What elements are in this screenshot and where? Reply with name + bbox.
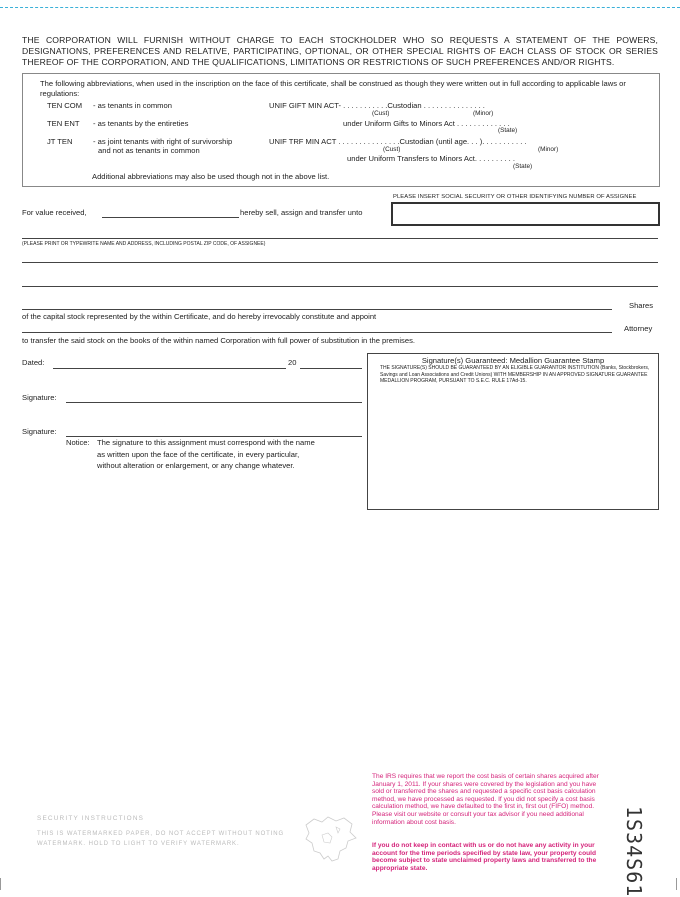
signature-line-1[interactable] [66,402,362,403]
ten-ent-desc: - as tenants by the entireties [93,119,189,128]
ssn-input-box[interactable] [391,202,660,226]
shares-label: Shares [629,301,654,310]
gift-under-line: under Uniform Gifts to Minors Act . . . . . . . . . . . . . [343,119,510,128]
crop-mark-right [668,878,677,890]
print-name-note: (PLEASE PRINT OR TYPEWRITE NAME AND ADDRESS, INCLUDING POSTAL ZIP CODE, OF ASSIGNEE) [22,241,266,247]
dated-label: Dated: [22,358,45,367]
capital-stock-text: of the capital stock represented by the within Certificate, and do hereby irrevocably constitute and appoint [22,312,377,321]
trf-minor-label: (Minor) [538,146,559,153]
gift-minor-label: (Minor) [473,110,494,117]
notice-line-3: without alteration or enlargement, or any change whatever. [97,461,295,470]
trf-cust-label: (Cust) [383,146,401,153]
year-prefix: 20 [288,358,297,367]
corporation-notice: THE CORPORATION WILL FURNISH WITHOUT CHARGE TO EACH STOCKHOLDER WHO SO REQUESTS A STATEMENT OF THE POWERS, DESIGNATIONS, PREFERENCES AND RELATIVE, PARTICIPATING, OPTIONAL, OR OTHER SPECIAL RIGHTS OF EACH CLASS OF STOCK OR SERIES THEREOF OF THE CORPORATION, AND THE QUALIFICATIONS, LIMITATIONS OR RESTRICTIONS OF SUCH PREFERENCES AND/OR RIGHTS. [22,35,658,67]
unclaimed-property-notice: If you do not keep in contact with us or do not have any activity in your account for the time periods specified by state law, your property could become subject to state unclaimed property laws and transferred to the appropriate state. [372,842,597,872]
abbreviations-footer: Additional abbreviations may also be used though not in the above list. [92,172,330,181]
attorney-line[interactable] [22,332,612,333]
notice-line-1: The signature to this assignment must correspond with the name [97,438,315,447]
unif-trf-line: UNIF TRF MIN ACT . . . . . . . . . . . . . . .Custodian (until age. . . ). . . . . . . . . . . [269,137,527,146]
trf-under-line: under Uniform Transfers to Minors Act. . . . . . . . . . [347,154,515,163]
top-perforation-line [0,7,680,8]
signature-label-1: Signature: [22,393,57,402]
abbreviations-box [22,73,660,187]
north-america-map-icon [300,815,360,867]
trf-state-label: (State) [513,163,533,170]
security-title: SECURITY INSTRUCTIONS [37,815,145,822]
medallion-guarantee-box[interactable] [367,353,659,510]
guarantee-text: THE SIGNATURE(S) SHOULD BE GUARANTEED BY AN ELIGIBLE GUARANTOR INSTITUTION (Banks, Stockbrokers, Savings and Loan Associations and Credit Unions) WITH MEMBERSHIP IN AN APPROVED SIGNATURE GUARANTEE MEDALLION PROGRAM, PURSUANT TO S.E.C. RULE 17Ad-15. [380,365,650,385]
jt-ten-desc-2: and not as tenants in common [98,146,200,155]
unif-gift-line: UNIF GIFT MIN ACT- . . . . . . . . . . .Custodian . . . . . . . . . . . . . . . [269,101,485,110]
attorney-label: Attorney [624,324,653,333]
dated-line[interactable] [53,368,286,369]
jt-ten-desc-1: - as joint tenants with right of survivorship [93,137,233,146]
ten-com-code: TEN COM [47,101,83,110]
irs-cost-basis-notice: The IRS requires that we report the cost basis of certain shares acquired after January 1, 2011. If your shares were covered by the legislation and you have sold or transferred the shares and requested a specific cost basis calculation method, we have processed as requested. If you did not specify a cost basis calculation method, we have defaulted to the first in, first out (FIFO) method. Please visit our website or consult your tax advisor if you need additional information about cost basis. [372,773,599,826]
assignee-name-line[interactable] [22,238,658,239]
notice-label: Notice: [66,438,90,447]
jt-ten-code: JT TEN [47,137,73,146]
value-received-line[interactable] [102,217,239,218]
ssn-label: PLEASE INSERT SOCIAL SECURITY OR OTHER IDENTIFYING NUMBER OF ASSIGNEE [393,194,637,200]
gift-cust-label: (Cust) [372,110,390,117]
transfer-text: to transfer the said stock on the books of the within named Corporation with full power of substitution in the premises. [22,336,415,345]
abbreviations-header: The following abbreviations, when used in the inscription on the face of this certificate, shall be construed as though they were written out in full according to applicable laws or regulations: [40,79,626,98]
signature-label-2: Signature: [22,427,57,436]
crop-mark-left [0,878,9,890]
year-line[interactable] [300,368,362,369]
gift-state-label: (State) [498,127,518,134]
notice-line-2: as written upon the face of the certificate, in every particular, [97,450,300,459]
assignee-address-line-1[interactable] [22,262,658,263]
security-text: THIS IS WATERMARKED PAPER, DO NOT ACCEPT WITHOUT NOTING WATERMARK. HOLD TO LIGHT TO VERIFY WATERMARK. [37,831,285,847]
ten-com-desc: - as tenants in common [93,101,172,110]
ten-ent-code: TEN ENT [47,119,80,128]
value-received-label: For value received, [22,208,87,217]
assignee-address-line-2[interactable] [22,286,658,287]
hereby-sell-label: hereby sell, assign and transfer unto [240,208,363,217]
serial-number: 1S34S61 [622,806,646,897]
guarantee-title: Signature(s) Guaranteed: Medallion Guarantee Stamp [421,356,605,365]
signature-line-2[interactable] [66,436,362,437]
shares-line[interactable] [22,309,612,310]
